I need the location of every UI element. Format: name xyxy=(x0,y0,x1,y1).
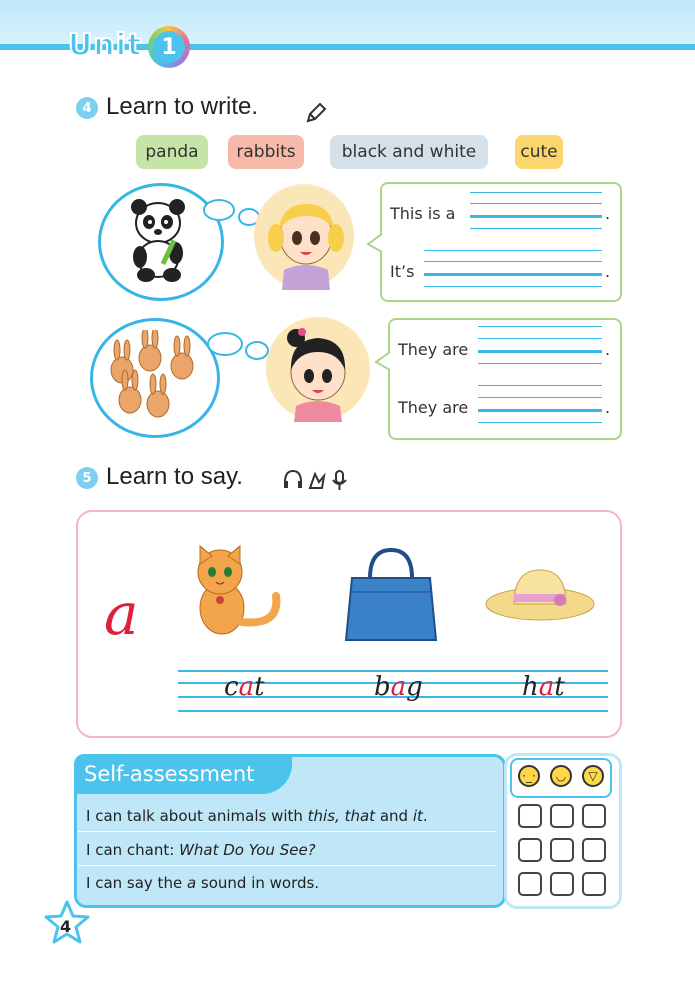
word-cat: cat xyxy=(224,672,265,702)
thought-bubble-small xyxy=(245,341,269,360)
prompt-they-are-1: They are xyxy=(398,340,469,359)
rating-checkbox[interactable] xyxy=(582,804,606,828)
answer-line-1[interactable] xyxy=(470,215,602,218)
listen-point-say-icons xyxy=(282,468,352,492)
answer-box-panda xyxy=(380,182,622,302)
self-assessment-title: Self-assessment xyxy=(74,754,292,794)
section-4-number: 4 xyxy=(76,97,98,119)
section-5-number: 5 xyxy=(76,467,98,489)
girl-dark-hair-image xyxy=(268,318,368,422)
divider xyxy=(78,831,496,832)
writing-line xyxy=(478,397,602,398)
assessment-line-3: I can say the a sound in words. xyxy=(86,874,320,892)
writing-line xyxy=(424,261,602,262)
rating-checkbox[interactable] xyxy=(582,872,606,896)
bag-image xyxy=(344,544,438,644)
big-smile-face-icon: ▽ xyxy=(582,765,604,787)
assessment-line-2: I can chant: What Do You See? xyxy=(86,841,316,859)
panda-image xyxy=(122,195,194,283)
writing-line xyxy=(470,203,602,204)
thought-bubble-large xyxy=(207,332,243,356)
assessment-line-1: I can talk about animals with this, that and it. xyxy=(86,807,428,825)
speech-pointer xyxy=(366,232,384,256)
word-chip-cute: cute xyxy=(515,135,563,169)
writing-line xyxy=(478,326,602,327)
rating-checkbox[interactable] xyxy=(550,804,574,828)
prompt-this-is-a: This is a xyxy=(390,204,456,223)
writing-line xyxy=(424,286,602,287)
writing-line xyxy=(478,338,602,339)
pencil-icon xyxy=(304,101,328,125)
writing-line xyxy=(478,422,602,423)
writing-line xyxy=(424,250,602,251)
rating-checkbox[interactable] xyxy=(550,872,574,896)
page-number: 4 xyxy=(60,917,72,936)
thought-bubble-large xyxy=(203,199,235,221)
word-hat: hat xyxy=(522,672,565,702)
rating-checkbox[interactable] xyxy=(550,838,574,862)
letter-a: a xyxy=(104,580,139,648)
word-chip-black-and-white: black and white xyxy=(330,135,488,169)
prompt-they-are-2: They are xyxy=(398,398,469,417)
word-chip-rabbits: rabbits xyxy=(228,135,304,169)
section-5-title: Learn to say. xyxy=(106,463,243,490)
word-bag: bag xyxy=(374,672,423,702)
section-4-title: Learn to write. xyxy=(106,93,259,120)
rating-checkbox[interactable] xyxy=(518,804,542,828)
rating-checkbox[interactable] xyxy=(582,838,606,862)
divider xyxy=(78,865,496,866)
handwriting-line xyxy=(178,710,608,712)
speech-pointer xyxy=(374,350,392,374)
period: . xyxy=(605,340,611,359)
answer-line-2[interactable] xyxy=(424,273,602,276)
period: . xyxy=(605,398,611,417)
unit-number: 1 xyxy=(153,31,185,63)
cat-image xyxy=(180,542,288,642)
unit-label: Unit xyxy=(68,28,143,63)
smile-face-icon: ◡ xyxy=(550,765,572,787)
neutral-face-icon: ·_· xyxy=(518,765,540,787)
girl-blonde-image xyxy=(256,186,356,290)
writing-line xyxy=(470,228,602,229)
rabbits-image xyxy=(100,330,204,422)
rating-checkbox[interactable] xyxy=(518,838,542,862)
answer-line-4[interactable] xyxy=(478,409,602,412)
period: . xyxy=(605,204,611,223)
writing-line xyxy=(478,385,602,386)
prompt-its: It’s xyxy=(390,262,415,281)
writing-line xyxy=(470,192,602,193)
writing-line xyxy=(478,363,602,364)
period: . xyxy=(605,262,611,281)
answer-line-3[interactable] xyxy=(478,350,602,353)
hat-image xyxy=(484,564,596,624)
rating-checkbox[interactable] xyxy=(518,872,542,896)
word-chip-panda: panda xyxy=(136,135,208,169)
unit-number-badge xyxy=(148,26,190,68)
